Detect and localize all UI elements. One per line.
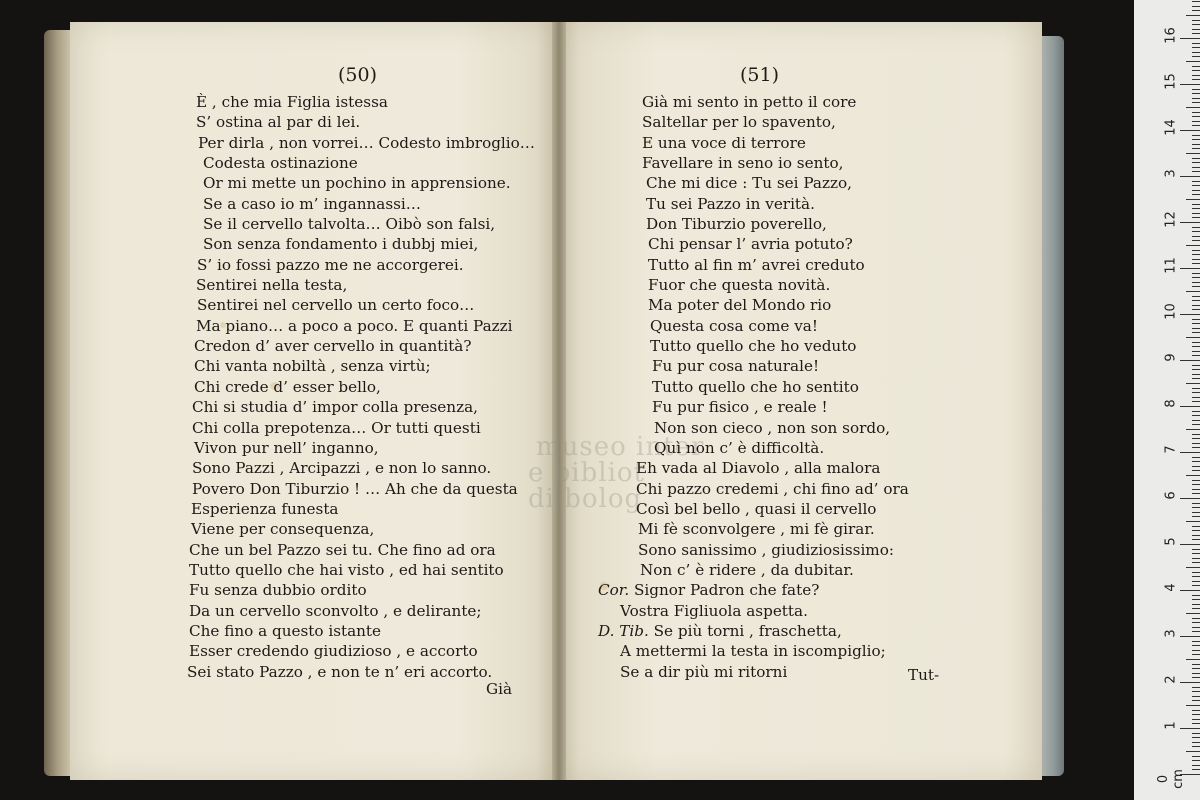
ruler-tick	[1192, 144, 1200, 145]
ruler-tick	[1192, 549, 1200, 550]
text-line	[638, 519, 909, 539]
ruler-tick	[1192, 162, 1200, 163]
ruler-tick	[1192, 737, 1200, 738]
ruler-tick	[1186, 291, 1200, 292]
ruler-tick	[1192, 388, 1200, 389]
text-line: Codesta ostinazione	[203, 154, 358, 173]
ruler-tick	[1192, 29, 1200, 30]
text-line	[652, 356, 909, 376]
ruler-tick	[1192, 89, 1200, 90]
line-text: Vostra Figliuola aspetta.	[620, 601, 808, 620]
ruler-tick	[1192, 687, 1200, 688]
ruler-tick	[1192, 305, 1200, 306]
ruler-tick	[1186, 705, 1200, 706]
text-line	[636, 479, 909, 499]
watermark-line: di bolog	[528, 484, 643, 514]
ruler-tick	[1192, 558, 1200, 559]
ruler-tick	[1180, 130, 1200, 131]
ruler-tick	[1192, 167, 1200, 168]
ruler-tick	[1192, 52, 1200, 53]
line-text: Quì non c’ è difficoltà.	[654, 438, 825, 457]
text-line	[646, 214, 909, 234]
ruler-number: 4	[1163, 583, 1179, 592]
ruler-tick	[1192, 466, 1200, 467]
text-line: Da un cervello sconvolto , e delirante;	[189, 601, 482, 620]
ruler-tick	[1186, 521, 1200, 522]
text-line	[642, 92, 909, 112]
ruler-number: 8	[1163, 399, 1179, 408]
ruler-tick	[1192, 66, 1200, 67]
line-text: Questa cosa come va!	[650, 316, 818, 335]
ruler-tick	[1192, 309, 1200, 310]
ruler-tick	[1180, 590, 1200, 591]
ruler-tick	[1192, 627, 1200, 628]
ruler-tick	[1192, 572, 1200, 573]
text-line	[620, 601, 909, 621]
ruler-tick	[1192, 98, 1200, 99]
ruler-tick	[1192, 24, 1200, 25]
ruler-tick	[1192, 47, 1200, 48]
line-text: Mi fè sconvolgere , mi fè girar.	[638, 520, 875, 539]
left-catchword: Già	[486, 680, 513, 698]
line-text: Che mi dice : Tu sei Pazzo,	[646, 174, 852, 193]
line-text: Chi pazzo credemi , chi fino ad’ ora	[636, 479, 909, 498]
ruler-number: 12	[1163, 211, 1179, 228]
ruler-tick	[1192, 434, 1200, 435]
ruler-tick	[1180, 682, 1200, 683]
ruler-tick	[1192, 328, 1200, 329]
ruler-tick	[1192, 470, 1200, 471]
ruler-tick	[1192, 1, 1200, 2]
ruler-tick	[1192, 641, 1200, 642]
ruler-tick	[1192, 194, 1200, 195]
text-line	[652, 397, 909, 417]
line-text: Tu sei Pazzo in verità.	[646, 194, 815, 213]
ruler-tick	[1192, 631, 1200, 632]
ruler-tick	[1186, 153, 1200, 154]
ruler-number: 3	[1163, 169, 1179, 178]
ruler-tick	[1186, 199, 1200, 200]
text-line: Sentirei nel cervello un certo foco…	[197, 296, 475, 315]
text-line	[620, 641, 909, 661]
ruler-tick	[1192, 765, 1200, 766]
text-line	[636, 458, 909, 478]
text-line: Sentirei nella testa,	[196, 276, 348, 295]
left-page-text	[187, 92, 535, 682]
ruler-tick	[1180, 360, 1200, 361]
text-line: Son senza fondamento i dubbj miei,	[203, 235, 479, 254]
text-line: Viene per consequenza,	[191, 520, 375, 539]
ruler-tick	[1192, 135, 1200, 136]
ruler-tick	[1180, 314, 1200, 315]
ruler-tick	[1192, 507, 1200, 508]
ruler-tick	[1192, 539, 1200, 540]
line-text: Fuor che questa novità.	[648, 276, 831, 295]
ruler-number: 5	[1163, 537, 1179, 546]
ruler-tick	[1192, 171, 1200, 172]
ruler-tick	[1192, 213, 1200, 214]
line-text: Fu pur fisico , e reale !	[652, 398, 828, 417]
ruler-tick	[1192, 677, 1200, 678]
ruler-tick	[1192, 139, 1200, 140]
ruler-tick	[1192, 181, 1200, 182]
ruler-tick	[1192, 185, 1200, 186]
text-line: Esser credendo giudizioso , e accorto	[189, 642, 478, 661]
ruler-tick	[1192, 581, 1200, 582]
text-line: Povero Don Tiburzio ! … Ah che da questa	[192, 479, 518, 498]
line-text: Non c’ è ridere , da dubitar.	[640, 560, 854, 579]
ruler-tick	[1192, 457, 1200, 458]
ruler-number: 6	[1163, 491, 1179, 500]
text-line: Che un bel Pazzo sei tu. Che fino ad ora	[189, 540, 496, 559]
ruler-tick	[1192, 365, 1200, 366]
ruler-tick	[1192, 93, 1200, 94]
ruler-tick	[1192, 286, 1200, 287]
text-line	[642, 133, 909, 153]
line-text: Non son cieco , non son sordo,	[654, 418, 891, 437]
ruler-tick	[1192, 397, 1200, 398]
ruler-tick	[1192, 512, 1200, 513]
text-line: Sono Pazzi , Arcipazzi , e non lo sanno.	[192, 459, 492, 478]
ruler-tick	[1192, 645, 1200, 646]
ruler-tick	[1192, 75, 1200, 76]
text-line	[648, 234, 909, 254]
text-line: Vivon pur nell’ inganno,	[194, 438, 379, 457]
text-line: Tutto quello che hai visto , ed hai sentito	[189, 560, 504, 579]
ruler-tick	[1192, 346, 1200, 347]
ruler-tick	[1192, 125, 1200, 126]
ruler-tick	[1192, 254, 1200, 255]
ruler-tick	[1192, 378, 1200, 379]
ruler-tick	[1192, 650, 1200, 651]
ruler-number: 0 cm	[1156, 769, 1186, 789]
ruler-tick	[1192, 70, 1200, 71]
ruler-tick	[1192, 273, 1200, 274]
line-text: Signor Padron che fate?	[634, 581, 820, 600]
ruler-tick	[1192, 438, 1200, 439]
ruler-tick	[1192, 585, 1200, 586]
ruler-tick	[1192, 553, 1200, 554]
text-line	[648, 295, 909, 315]
text-line	[620, 662, 909, 682]
ruler-tick	[1192, 158, 1200, 159]
speaker-label: D. Tib.	[598, 621, 654, 640]
text-line	[650, 336, 909, 356]
ruler-tick	[1192, 259, 1200, 260]
ruler-tick	[1192, 714, 1200, 715]
ruler-tick	[1192, 148, 1200, 149]
text-line	[654, 418, 909, 438]
line-text: Eh vada al Diavolo , alla malora	[636, 459, 881, 478]
ruler-tick	[1192, 116, 1200, 117]
ruler-tick	[1192, 673, 1200, 674]
ruler-tick	[1192, 719, 1200, 720]
ruler-tick	[1192, 742, 1200, 743]
text-line: Chi si studia d’ impor colla presenza,	[192, 398, 478, 417]
text-line	[654, 438, 909, 458]
ruler-tick	[1192, 112, 1200, 113]
line-text: Saltellar per lo spavento,	[642, 113, 836, 132]
text-line: S’ io fossi pazzo me ne accorgerei.	[197, 255, 464, 274]
ruler-tick	[1192, 608, 1200, 609]
ruler-tick	[1192, 43, 1200, 44]
right-catchword: Tut-	[908, 666, 940, 684]
ruler-tick	[1180, 544, 1200, 545]
line-text: E una voce di terrore	[642, 133, 806, 152]
ruler-tick	[1186, 61, 1200, 62]
ruler-tick	[1180, 498, 1200, 499]
ruler-tick	[1192, 576, 1200, 577]
ruler-tick	[1192, 760, 1200, 761]
text-line	[648, 275, 909, 295]
ruler-tick	[1186, 337, 1200, 338]
ruler-number: 10	[1163, 303, 1179, 320]
text-line: Che fino a questo istante	[189, 621, 382, 640]
ruler-tick	[1192, 355, 1200, 356]
ruler-tick	[1180, 222, 1200, 223]
line-text: Se più torni , fraschetta,	[653, 621, 842, 640]
watermark-line: e bibliot	[528, 458, 645, 488]
line-text: Ma poter del Mondo rio	[648, 296, 832, 315]
ruler-tick	[1186, 751, 1200, 752]
text-line	[636, 499, 909, 519]
ruler-tick	[1192, 664, 1200, 665]
ruler-tick	[1192, 204, 1200, 205]
ruler-tick	[1192, 231, 1200, 232]
ruler-tick	[1192, 756, 1200, 757]
ruler-tick	[1192, 769, 1200, 770]
text-line	[642, 112, 909, 132]
text-line	[646, 194, 909, 214]
ruler-tick	[1192, 332, 1200, 333]
ruler-tick	[1192, 493, 1200, 494]
ruler-tick	[1186, 567, 1200, 568]
ruler-tick	[1192, 250, 1200, 251]
ruler-number: 14	[1163, 119, 1179, 136]
line-text: Tutto al fin m’ avrei creduto	[648, 255, 865, 274]
line-text: Tutto quello che ho veduto	[650, 337, 857, 356]
ruler-tick	[1192, 208, 1200, 209]
ruler-number: 1	[1163, 721, 1179, 730]
text-line: Chi vanta nobiltà , senza virtù;	[194, 357, 431, 376]
ruler-tick	[1192, 277, 1200, 278]
ruler-tick	[1192, 447, 1200, 448]
line-text: Chi pensar l’ avria potuto?	[648, 235, 853, 254]
ruler-tick	[1186, 15, 1200, 16]
text-line	[652, 377, 909, 397]
ruler-tick	[1192, 411, 1200, 412]
ruler-tick	[1192, 323, 1200, 324]
text-line: Per dirla , non vorrei… Codesto imbroglio…	[198, 133, 535, 152]
ruler-tick	[1192, 604, 1200, 605]
ruler-tick	[1192, 668, 1200, 669]
ruler-tick	[1192, 236, 1200, 237]
left-page-number: (50)	[338, 64, 378, 86]
text-line: Credon d’ aver cervello in quantità?	[194, 337, 472, 356]
ruler-tick	[1192, 217, 1200, 218]
line-text: Sono sanissimo , giudiziosissimo:	[638, 540, 894, 559]
text-line: Ma piano… a poco a poco. E quanti Pazzi	[196, 316, 513, 335]
ruler-tick	[1192, 484, 1200, 485]
speaker-label: Cor.	[598, 581, 635, 600]
ruler-tick	[1192, 56, 1200, 57]
line-text: Favellare in seno io sento,	[642, 154, 844, 173]
ruler-tick	[1180, 406, 1200, 407]
ruler-tick	[1192, 424, 1200, 425]
book-gutter	[552, 22, 566, 780]
ruler-tick	[1192, 420, 1200, 421]
measuring-ruler	[1134, 0, 1200, 800]
ruler-tick	[1192, 227, 1200, 228]
ruler-tick	[1192, 516, 1200, 517]
text-line	[650, 316, 909, 336]
ruler-tick	[1192, 282, 1200, 283]
text-line: Or mi mette un pochino in apprensione.	[203, 174, 511, 193]
line-text: Fu pur cosa naturale!	[652, 357, 820, 376]
ruler-tick	[1192, 401, 1200, 402]
watermark-line: museo inter	[536, 432, 705, 462]
ruler-tick	[1192, 374, 1200, 375]
ruler-tick	[1192, 503, 1200, 504]
speaker-line	[598, 621, 909, 641]
ruler-tick	[1186, 475, 1200, 476]
ruler-tick	[1180, 728, 1200, 729]
ruler-tick	[1180, 38, 1200, 39]
text-line	[638, 540, 909, 560]
text-line: Se a caso io m’ ingannassi…	[203, 194, 421, 213]
line-text: Già mi sento in petto il core	[642, 93, 857, 111]
ruler-tick	[1186, 429, 1200, 430]
ruler-tick	[1192, 461, 1200, 462]
text-line	[642, 153, 909, 173]
speaker-line	[598, 580, 909, 600]
ruler-tick	[1192, 526, 1200, 527]
ruler-tick	[1192, 33, 1200, 34]
ruler-tick	[1192, 595, 1200, 596]
ruler-tick	[1192, 190, 1200, 191]
text-line	[648, 255, 909, 275]
text-line: Chi crede d’ esser bello,	[194, 377, 381, 396]
ruler-tick	[1192, 415, 1200, 416]
ruler-tick	[1186, 383, 1200, 384]
ruler-tick	[1192, 700, 1200, 701]
ruler-tick	[1192, 622, 1200, 623]
ruler-number: 7	[1163, 445, 1179, 454]
ruler-tick	[1192, 102, 1200, 103]
ruler-tick	[1192, 296, 1200, 297]
ruler-tick	[1192, 10, 1200, 11]
ruler-tick	[1192, 618, 1200, 619]
text-line: Fu senza dubbio ordito	[189, 581, 367, 600]
ruler-tick	[1192, 443, 1200, 444]
ruler-tick	[1192, 240, 1200, 241]
line-text: Così bel bello , quasi il cervello	[636, 499, 877, 518]
ruler-number: 9	[1163, 353, 1179, 362]
ruler-tick	[1192, 79, 1200, 80]
ruler-tick	[1192, 300, 1200, 301]
right-page-text	[598, 92, 909, 682]
ruler-tick	[1186, 659, 1200, 660]
ruler-tick	[1192, 6, 1200, 7]
line-text: Don Tiburzio poverello,	[646, 215, 827, 234]
text-line: Se il cervello talvolta… Oibò son falsi,	[203, 215, 496, 234]
line-text: Se a dir più mi ritorni	[620, 662, 788, 681]
ruler-tick	[1192, 691, 1200, 692]
ruler-tick	[1192, 654, 1200, 655]
text-line	[646, 173, 909, 193]
ruler-tick	[1180, 84, 1200, 85]
text-line: Chi colla prepotenza… Or tutti questi	[192, 418, 481, 437]
ruler-tick	[1192, 562, 1200, 563]
ruler-tick	[1192, 535, 1200, 536]
right-page-number: (51)	[740, 64, 780, 86]
text-line: Esperienza funesta	[191, 499, 339, 518]
ruler-tick	[1192, 351, 1200, 352]
ruler-tick	[1192, 121, 1200, 122]
line-text: A mettermi la testa in iscompiglio;	[620, 642, 886, 661]
ruler-number: 15	[1163, 73, 1179, 90]
ruler-tick	[1192, 342, 1200, 343]
ruler-tick	[1192, 710, 1200, 711]
ruler-tick	[1186, 613, 1200, 614]
ruler-tick	[1192, 319, 1200, 320]
text-line	[640, 560, 909, 580]
ruler-tick	[1192, 746, 1200, 747]
ruler-tick	[1192, 599, 1200, 600]
ruler-tick	[1180, 176, 1200, 177]
ruler-tick	[1180, 268, 1200, 269]
ruler-tick	[1192, 489, 1200, 490]
ruler-tick	[1192, 480, 1200, 481]
text-line: S’ ostina al par di lei.	[196, 113, 361, 132]
ruler-tick	[1192, 20, 1200, 21]
ruler-number: 3	[1163, 629, 1179, 638]
text-line: Sei stato Pazzo , e non te n’ eri accorto.	[187, 662, 493, 681]
ruler-tick	[1192, 733, 1200, 734]
text-line: È , che mia Figlia istessa	[196, 93, 388, 111]
ruler-tick	[1180, 452, 1200, 453]
ruler-tick	[1186, 245, 1200, 246]
ruler-tick	[1186, 107, 1200, 108]
ruler-tick	[1180, 636, 1200, 637]
ruler-tick	[1192, 723, 1200, 724]
ruler-number: 16	[1163, 27, 1179, 44]
ruler-tick	[1192, 392, 1200, 393]
ruler-tick	[1192, 530, 1200, 531]
ruler-number: 11	[1163, 257, 1179, 274]
ruler-tick	[1192, 696, 1200, 697]
ruler-tick	[1192, 263, 1200, 264]
ruler-number: 2	[1163, 675, 1179, 684]
line-text: Tutto quello che ho sentito	[652, 377, 859, 396]
ruler-tick	[1192, 369, 1200, 370]
